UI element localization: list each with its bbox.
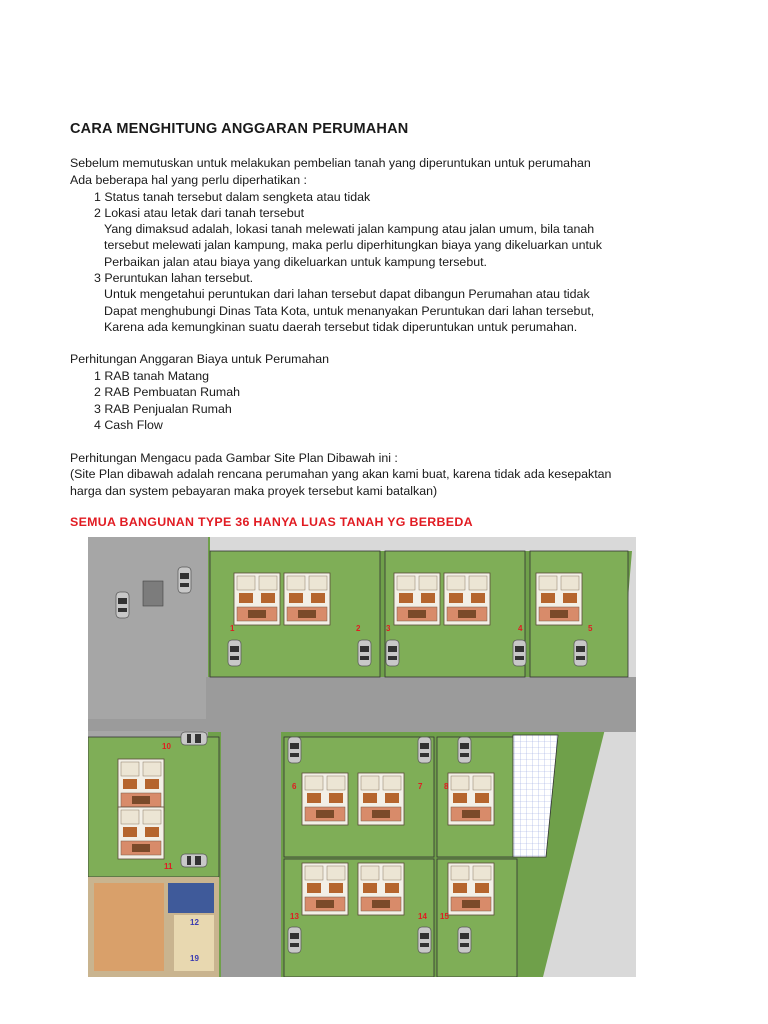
siteplan-intro-line: (Site Plan dibawah adalah rencana perumahan yang akan kami buat, karena tidak ada kesepaktan xyxy=(70,467,612,481)
site-plan-image xyxy=(88,537,636,977)
lot-number: 10 xyxy=(162,742,171,751)
consideration-detail: tersebut melewati jalan kampung, maka perlu diperhitungkan biaya yang dikeluarkan untuk xyxy=(104,238,602,252)
lot-number: 4 xyxy=(518,624,523,633)
budget-item: 2 RAB Pembuatan Rumah xyxy=(94,385,241,399)
consideration-detail: Perbaikan jalan atau biaya yang dikeluarkan untuk kampung tersebut. xyxy=(104,255,487,269)
budget-item: 4 Cash Flow xyxy=(94,418,163,432)
lot-number: 19 xyxy=(190,954,199,963)
consideration-item: 3 Peruntukan lahan tersebut. xyxy=(94,271,254,285)
lot-number: 8 xyxy=(444,782,449,791)
consideration-detail: Yang dimaksud adalah, lokasi tanah melewati jalan kampung atau jalan umum, bila tanah xyxy=(104,222,595,236)
lot-number: 6 xyxy=(292,782,297,791)
lot-number: 3 xyxy=(386,624,391,633)
lot-number: 1 xyxy=(230,624,235,633)
lot-number: 5 xyxy=(588,624,593,633)
lot-number: 12 xyxy=(190,918,199,927)
budget-item: 1 RAB tanah Matang xyxy=(94,369,210,383)
lot-number: 15 xyxy=(440,912,449,921)
consideration-item: 2 Lokasi atau letak dari tanah tersebut xyxy=(94,206,305,220)
consideration-detail: Dapat menghubungi Dinas Tata Kota, untuk menanyakan Peruntukan dari lahan tersebut, xyxy=(104,304,595,318)
consideration-item: 1 Status tanah tersebut dalam sengketa atau tidak xyxy=(94,190,371,204)
budget-item: 3 RAB Penjualan Rumah xyxy=(94,402,232,416)
lot-number: 11 xyxy=(164,862,173,871)
consideration-detail: Karena ada kemungkinan suatu daerah tersebut tidak diperuntukan untuk perumahan. xyxy=(104,320,578,334)
siteplan-intro-line: harga dan system pebayaran maka proyek tersebut kami batalkan) xyxy=(70,484,438,498)
budget-heading: Perhitungan Anggaran Biaya untuk Perumahan xyxy=(70,352,330,366)
intro-line: Ada beberapa hal yang perlu diperhatikan : xyxy=(70,173,307,187)
intro-line: Sebelum memutuskan untuk melakukan pembelian tanah yang diperuntukan untuk perumahan xyxy=(70,156,591,170)
lot-number: 14 xyxy=(418,912,427,921)
siteplan-intro-line: Perhitungan Mengacu pada Gambar Site Plan Dibawah ini : xyxy=(70,451,398,465)
type36-highlight: SEMUA BANGUNAN TYPE 36 HANYA LUAS TANAH YG BERBEDA xyxy=(70,515,473,529)
consideration-detail: Untuk mengetahui peruntukan dari lahan tersebut dapat dibangun Perumahan atau tidak xyxy=(104,287,590,301)
lot-number: 13 xyxy=(290,912,299,921)
lot-number: 7 xyxy=(418,782,423,791)
page-title: CARA MENGHITUNG ANGGARAN PERUMAHAN xyxy=(70,121,409,137)
lot-number: 2 xyxy=(356,624,361,633)
